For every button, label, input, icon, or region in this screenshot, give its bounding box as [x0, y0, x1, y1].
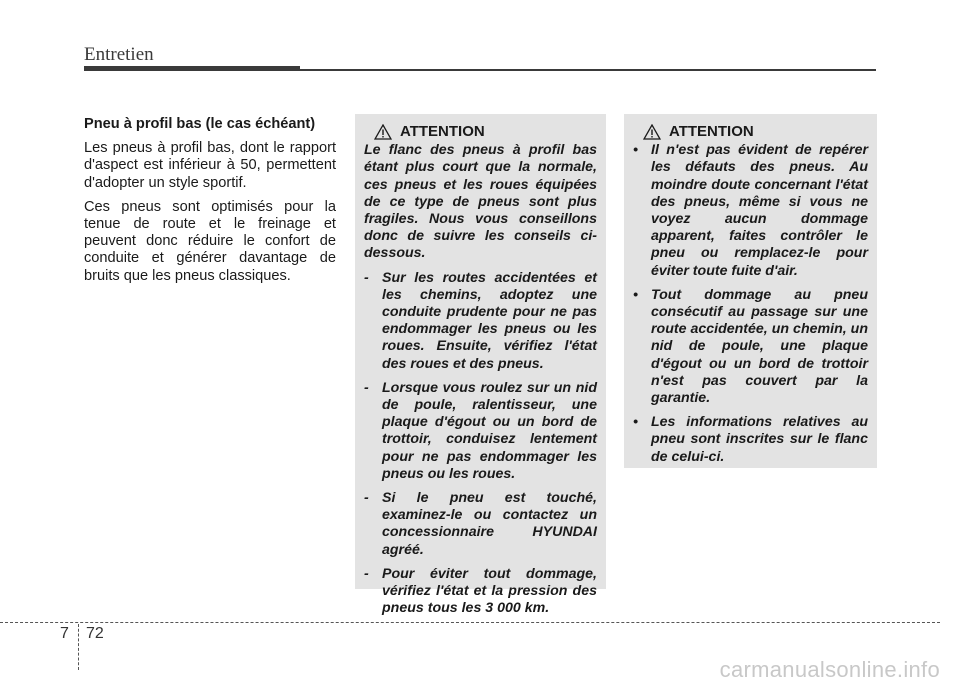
watermark: carmanualsonline.info — [719, 657, 940, 682]
list-item: - Pour éviter tout dommage, vérifiez l'état et la pression des pneus tous les 3 000 km. — [364, 565, 597, 617]
header-rule-thin — [300, 69, 876, 71]
attention-intro: Le flanc des pneus à profil bas étant plus court que la normale, ces pneus et les roues équipées de ce type de pneus sont plus fragiles. Nous vous conseillons donc de suivre les conseils ci-dessous. — [364, 142, 597, 262]
paragraph: Ces pneus sont optimisés pour la tenue de route et le freinage et peuvent donc réduire le confort de conduite et générer davantage de bruits que les pneus classiques. — [84, 198, 336, 284]
attention-heading — [374, 123, 597, 140]
list-item: • Il n'est pas évident de repérer les défauts des pneus. Au moindre doute concernant l'état des pneus, même si vous ne voyez aucun dommage apparent, faites contrôler le pneu ou remplacez-le pour éviter toute fuite d'air. — [633, 142, 868, 279]
paragraph: Les pneus à profil bas, dont le rapport d'aspect est inférieur à 50, permettent d'adopter un style sportif. — [84, 140, 336, 191]
list-marker: - — [364, 269, 369, 286]
attention-heading — [643, 123, 868, 140]
list-marker: • — [633, 286, 638, 303]
attention-label: ATTENTION — [669, 123, 754, 140]
warning-triangle-icon — [374, 124, 392, 140]
list-marker: • — [633, 142, 638, 159]
attention-list — [633, 142, 868, 466]
footer-divider — [78, 624, 79, 670]
page-number: 72 — [86, 625, 104, 642]
list-item: • Les informations relatives au pneu sont inscrites sur le flanc de celui-ci. — [633, 414, 868, 465]
section-heading: Pneu à profil bas (le cas échéant) — [84, 116, 316, 132]
page-header-title: Entretien — [84, 44, 154, 65]
list-item: - Sur les routes accidentées et les chemins, adoptez une conduite prudente pour ne pas endommager les pneus ou les roues. Ensuite, vérifiez l'état des roues et des pneus. — [364, 269, 597, 372]
list-marker: - — [364, 565, 369, 582]
attention-label: ATTENTION — [400, 123, 485, 140]
left-column — [84, 116, 336, 292]
list-marker: • — [633, 414, 638, 431]
attention-list — [364, 270, 597, 618]
header-rule-thick — [84, 66, 300, 71]
warning-triangle-icon — [643, 124, 661, 140]
list-marker: - — [364, 490, 369, 507]
list-item: - Si le pneu est touché, examinez-le ou contactez un concessionnaire HYUNDAI agréé. — [364, 490, 597, 558]
list-item: - Lorsque vous roulez sur un nid de poule, ralentisseur, une plaque d'égout ou un bord de trottoir, conduisez lentement pour ne pas endommager les pneus ou les roues. — [364, 379, 597, 482]
chapter-number: 7 — [60, 625, 69, 642]
footer-rule — [0, 622, 940, 623]
attention-box-1 — [355, 114, 606, 617]
list-marker: - — [364, 379, 369, 396]
list-item: • Tout dommage au pneu consécutif au passage sur une route accidentée, un chemin, un nid de poule, une plaque d'égout ou un bord de trottoir n'est pas couvert par la garantie. — [633, 286, 868, 407]
attention-box-2 — [624, 114, 877, 468]
